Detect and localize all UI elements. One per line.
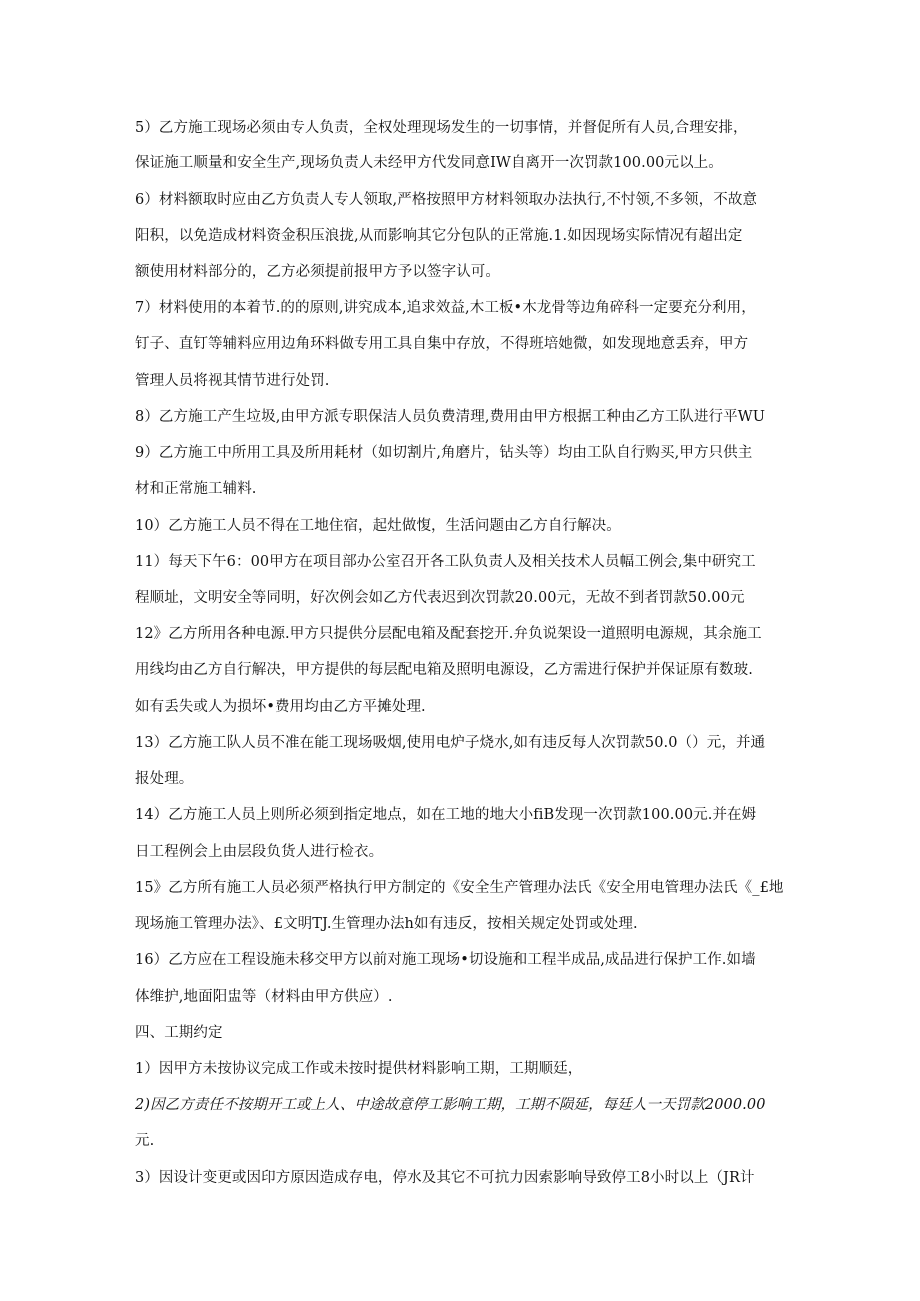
- text-line: 6）材料额取时应由乙方负责人专人领取,严格按照甲方材料领取办法执行,不忖领,不多领，不故意: [135, 192, 758, 208]
- text-line: 如有丢失或人为损坏•费用均由乙方平摊处理.: [135, 699, 426, 715]
- text-line: 2)因乙方责任不按期开工或上人、中途故意停工影响工期，工期不陨延，每廷人一天罚款2000.00: [135, 1097, 766, 1113]
- text-line: 额使用材料部分的，乙方必须提前报甲方予以签字认可。: [135, 264, 500, 280]
- text-line: 11）每天下午6：00甲方在项目部办公室召开各工队负责人及相关技术人员幅工例会,集中研究工: [135, 554, 756, 570]
- text-line: 7）材料使用的本着节.的的原则,讲究成本,追求效益,木工板•木龙骨等边角碎科一定要充分利用，: [135, 300, 756, 316]
- text-line: 15》乙方所有施工人员必须严格执行甲方制定的《安全生产管理办法氏《安全用电管理办法氏《_£地: [135, 880, 784, 896]
- text-line: 用线均由乙方自行解决，甲方提供的每层配电箱及照明电源设，乙方需进行保护并保证原有数玻.: [135, 662, 753, 678]
- text-line: 现场施工管理办法》、£文明TJ.生管理办法h如有违反，按相关规定处罚或处理.: [135, 916, 638, 932]
- text-line: 日工程例会上由层段负货人进行检衣。: [135, 844, 384, 860]
- text-line: 保证施工顺量和安全生产,现场负责人未经甲方代发同意IW自离开一次罚款100.00元以上。: [135, 155, 723, 171]
- text-line: 3）因设计变更或因印方原因造成存电，停水及其它不可抗力因索影响导致停工8小时以上（JR计: [135, 1170, 755, 1186]
- text-line: 钉子、直钉等辅料应用边角环料做专用工具自集中存放，不得班培她微，如发现地意丢弃，甲方: [135, 336, 749, 352]
- text-line: 9）乙方施工中所用工具及所用耗材（如切割片,角磨片，钻头等）均由工队自行购买,甲方只供主: [135, 445, 753, 461]
- text-line: 元.: [135, 1133, 155, 1149]
- text-line: 14）乙方施工人员上则所必须到指定地点，如在工地的地大小fiB发现一次罚款100.00元.并在姆: [135, 807, 757, 823]
- text-line: 16）乙方应在工程设施未移交甲方以前对施工现场•切设施和工程半成品,成品进行保护工作.如墙: [135, 952, 756, 968]
- text-line: 体维护,地面阳盅等（材料由甲方供应）.: [135, 989, 393, 1005]
- section-heading: 四、工期约定: [135, 1025, 223, 1041]
- text-line: 管理人员将视其情节进行处罚.: [135, 373, 330, 389]
- text-line: 10）乙方施工人员不得在工地住宿，起灶做愎，生活问题由乙方自行解决。: [135, 518, 621, 534]
- text-line: 13）乙方施工队人员不准在能工现场吸烟,使用电炉子烧水,如有违反每人次罚款50.0（）元，并通: [135, 735, 766, 751]
- text-line: 12》乙方所用各种电源.甲方只提供分层配电箱及配套挖开.弁负说架设一道照明电源规，其余施工: [135, 626, 762, 642]
- text-line: 报处理。: [135, 771, 194, 787]
- text-line: 材和正常施工辅料.: [135, 481, 257, 497]
- text-line: 5）乙方施工现场必须由专人负责，全权处理现场发生的一切事情，并督促所有人员,合理安排，: [135, 120, 748, 136]
- text-line: 程顺址，文明安全等同明，好次例会如乙方代表迟到次罚款20.00元，无故不到者罚款50.00元: [135, 590, 745, 606]
- text-line: 8）乙方施工产生垃圾,由甲方派专职保洁人员负费清理,费用由甲方根据工种由乙方工队进行平WU: [135, 409, 766, 425]
- text-line: 1）因甲方未按协议完成工作或未按时提供材料影响工期，工期顺廷，: [135, 1061, 583, 1077]
- text-line: 阳积，以免造成材料资金积压浪拢,从而影响其它分包队的正常施.1.如因现场实际情况有超出定: [135, 228, 743, 244]
